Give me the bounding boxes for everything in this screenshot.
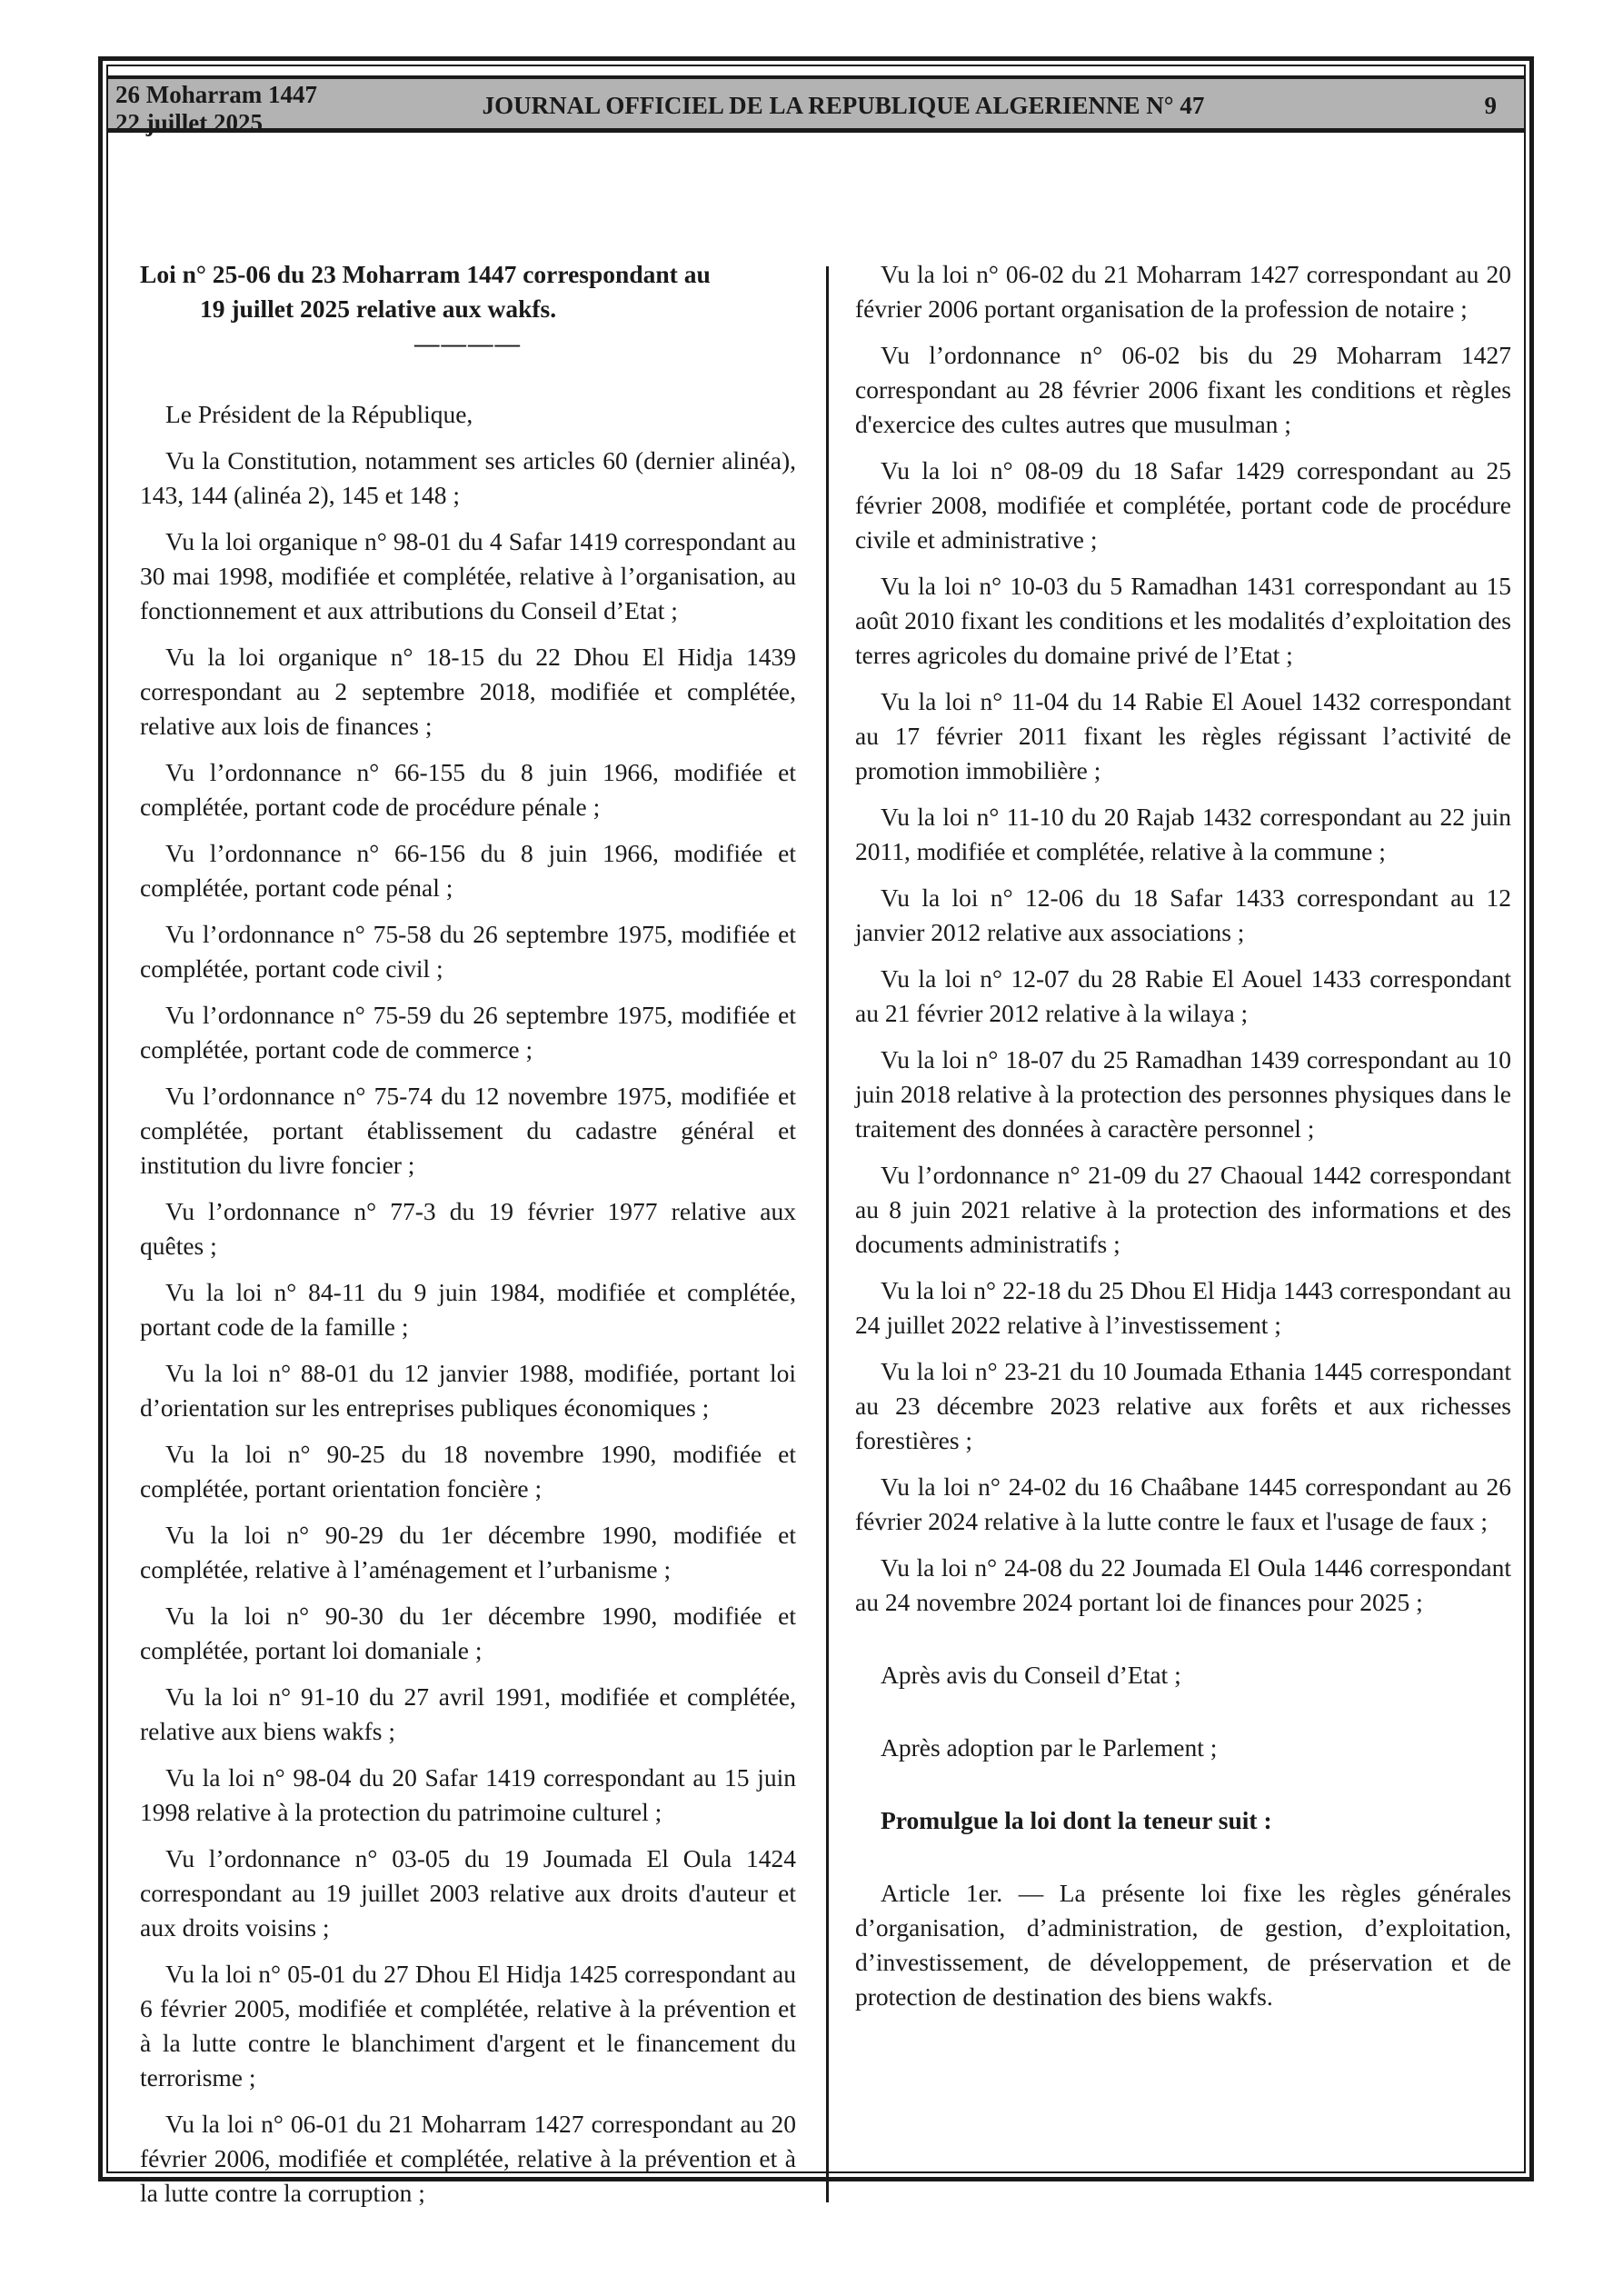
visa-paragraph: Vu l’ordonnance n° 66-156 du 8 juin 1966, modifiée et complétée, portant code pénal ; xyxy=(140,839,796,902)
adoption-paragraph: Après adoption par le Parlement ; xyxy=(881,1733,1218,1762)
title-separator: ———— xyxy=(414,329,522,357)
visa-paragraph: Vu la Constitution, notamment ses articles 60 (dernier alinéa), 143, 144 (alinéa 2), 145 et 148 ; xyxy=(140,446,796,509)
visa-paragraph: Vu la loi n° 11-10 du 20 Rajab 1432 correspondant au 22 juin 2011, modifiée et complétée, relative à la commune ; xyxy=(855,803,1511,865)
visa-paragraph: Vu la loi n° 05-01 du 27 Dhou El Hidja 1425 correspondant au 6 février 2005, modifiée et complétée, relative à la prévention et à la lutte contre le blanchiment d'argent et le financement du terrorisme ; xyxy=(140,1960,796,2091)
avis-paragraph: Après avis du Conseil d’Etat ; xyxy=(881,1661,1181,1689)
visa-paragraph: Vu l’ordonnance n° 75-59 du 26 septembre 1975, modifiée et complétée, portant code de commerce ; xyxy=(140,1001,796,1063)
visa-paragraph: Le Président de la République, xyxy=(165,400,473,428)
left-column xyxy=(140,257,796,2222)
visa-paragraph: Vu la loi n° 90-29 du 1er décembre 1990, modifiée et complétée, relative à l’aménagement et l’urbanisme ; xyxy=(140,1521,796,1583)
visa-paragraph: Vu l’ordonnance n° 75-74 du 12 novembre 1975, modifiée et complétée, portant établissement du cadastre général et institution du livre foncier ; xyxy=(140,1082,796,1179)
gregorian-date: 22 juillet 2025 xyxy=(115,109,263,136)
visa-paragraph: Vu la loi n° 24-08 du 22 Joumada El Oula 1446 correspondant au 24 novembre 2024 portant loi de finances pour 2025 ; xyxy=(855,1553,1511,1616)
visa-paragraph: Vu l’ordonnance n° 66-155 du 8 juin 1966, modifiée et complétée, portant code de procédure pénale ; xyxy=(140,758,796,821)
article-1: Article 1er. — La présente loi fixe les règles générales d’organisation, d’administration, de gestion, d’exploitation, d’investissement, de développement, de préservation et de protection de destination des biens wakfs. xyxy=(855,1879,1511,2011)
visa-paragraph: Vu la loi n° 90-25 du 18 novembre 1990, modifiée et complétée, portant orientation foncière ; xyxy=(140,1440,796,1502)
visa-paragraph: Vu la loi organique n° 98-01 du 4 Safar 1419 correspondant au 30 mai 1998, modifiée et complétée, relative à l’organisation, au fonctionnement et aux attributions du Conseil d’Etat ; xyxy=(140,527,796,624)
visa-paragraph: Vu la loi n° 84-11 du 9 juin 1984, modifiée et complétée, portant code de la famille ; xyxy=(140,1278,796,1341)
visa-paragraph: Vu la loi n° 88-01 du 12 janvier 1988, modifiée, portant loi d’orientation sur les entreprises publiques économiques ; xyxy=(140,1359,796,1422)
right-column xyxy=(855,257,1511,2026)
visa-paragraph: Vu la loi n° 06-02 du 21 Moharram 1427 correspondant au 20 février 2006 portant organisation de la profession de notaire ; xyxy=(855,260,1511,323)
visa-paragraph: Vu l’ordonnance n° 77-3 du 19 février 1977 relative aux quêtes ; xyxy=(140,1197,796,1260)
visa-paragraph: Vu la loi n° 06-01 du 21 Moharram 1427 correspondant au 20 février 2006, modifiée et complétée, relative à la prévention et à la lutte contre la corruption ; xyxy=(140,2110,796,2207)
visa-paragraph: Vu la loi n° 12-07 du 28 Rabie El Aouel 1433 correspondant au 21 février 2012 relative à la wilaya ; xyxy=(855,964,1511,1027)
visa-paragraph: Vu la loi n° 08-09 du 18 Safar 1429 correspondant au 25 février 2008, modifiée et complétée, portant code de procédure civile et administrative ; xyxy=(855,456,1511,554)
page-inner-border xyxy=(106,65,1526,2207)
visa-paragraph: Vu la loi n° 22-18 du 25 Dhou El Hidja 1443 correspondant au 24 juillet 2022 relative à l’investissement ; xyxy=(855,1276,1511,1339)
visa-paragraph: Vu la loi n° 12-06 du 18 Safar 1433 correspondant au 12 janvier 2012 relative aux associations ; xyxy=(855,883,1511,946)
journal-header xyxy=(108,75,1524,136)
visa-paragraph: Vu l’ordonnance n° 21-09 du 27 Chaoual 1442 correspondant au 8 juin 2021 relative à la protection des informations et des documents administratifs ; xyxy=(855,1161,1511,1258)
visa-paragraph: Vu l’ordonnance n° 75-58 du 26 septembre 1975, modifiée et complétée, portant code civil ; xyxy=(140,920,796,983)
visa-paragraph: Vu la loi n° 11-04 du 14 Rabie El Aouel 1432 correspondant au 17 février 2011 fixant les règles régissant l’activité de promotion immobilière ; xyxy=(855,687,1511,784)
page-frame xyxy=(98,56,1534,2207)
visa-paragraph: Vu la loi n° 90-30 du 1er décembre 1990, modifiée et complétée, portant loi domaniale ; xyxy=(140,1602,796,1664)
law-title-line2: 19 juillet 2025 relative aux wakfs. xyxy=(200,294,557,323)
hijri-date: 26 Moharram 1447 xyxy=(115,81,317,108)
promulgation-formula: Promulgue la loi dont la teneur suit : xyxy=(881,1806,1272,1834)
column-divider xyxy=(826,266,829,2202)
visa-paragraph: Vu l’ordonnance n° 03-05 du 19 Joumada El Oula 1424 correspondant au 19 juillet 2003 relative aux droits d'auteur et aux droits voisins ; xyxy=(140,1844,796,1942)
page-number: 9 xyxy=(1484,92,1497,119)
visa-paragraph: Vu la loi n° 18-07 du 25 Ramadhan 1439 correspondant au 10 juin 2018 relative à la protection des personnes physiques dans le traitement des données à caractère personnel ; xyxy=(855,1045,1511,1143)
visa-paragraph: Vu la loi n° 91-10 du 27 avril 1991, modifiée et complétée, relative aux biens wakfs ; xyxy=(140,1682,796,1745)
visa-paragraph: Vu la loi n° 10-03 du 5 Ramadhan 1431 correspondant au 15 août 2010 fixant les conditions et les modalités d’exploitation des terres agricoles du domaine privé de l’Etat ; xyxy=(855,572,1511,669)
visa-paragraph: Vu la loi organique n° 18-15 du 22 Dhou El Hidja 1439 correspondant au 2 septembre 2018, modifiée et complétée, relative aux lois de finances ; xyxy=(140,643,796,740)
visa-paragraph: Vu la loi n° 24-02 du 16 Chaâbane 1445 correspondant au 26 février 2024 relative à la lutte contre le faux et l'usage de faux ; xyxy=(855,1472,1511,1535)
visa-paragraph: Vu la loi n° 98-04 du 20 Safar 1419 correspondant au 15 juin 1998 relative à la protection du patrimoine culturel ; xyxy=(140,1763,796,1826)
law-title-line1: Loi n° 25-06 du 23 Moharram 1447 correspondant au xyxy=(140,260,711,288)
visa-paragraph: Vu la loi n° 23-21 du 10 Joumada Ethania 1445 correspondant au 23 décembre 2023 relative aux forêts et aux richesses forestières ; xyxy=(855,1357,1511,1454)
journal-title: JOURNAL OFFICIEL DE LA REPUBLIQUE ALGERIENNE N° 47 xyxy=(482,92,1205,119)
visa-paragraph: Vu l’ordonnance n° 06-02 bis du 29 Moharram 1427 correspondant au 28 février 2006 fixant les conditions et règles d'exercice des cultes autres que musulman ; xyxy=(855,341,1511,438)
